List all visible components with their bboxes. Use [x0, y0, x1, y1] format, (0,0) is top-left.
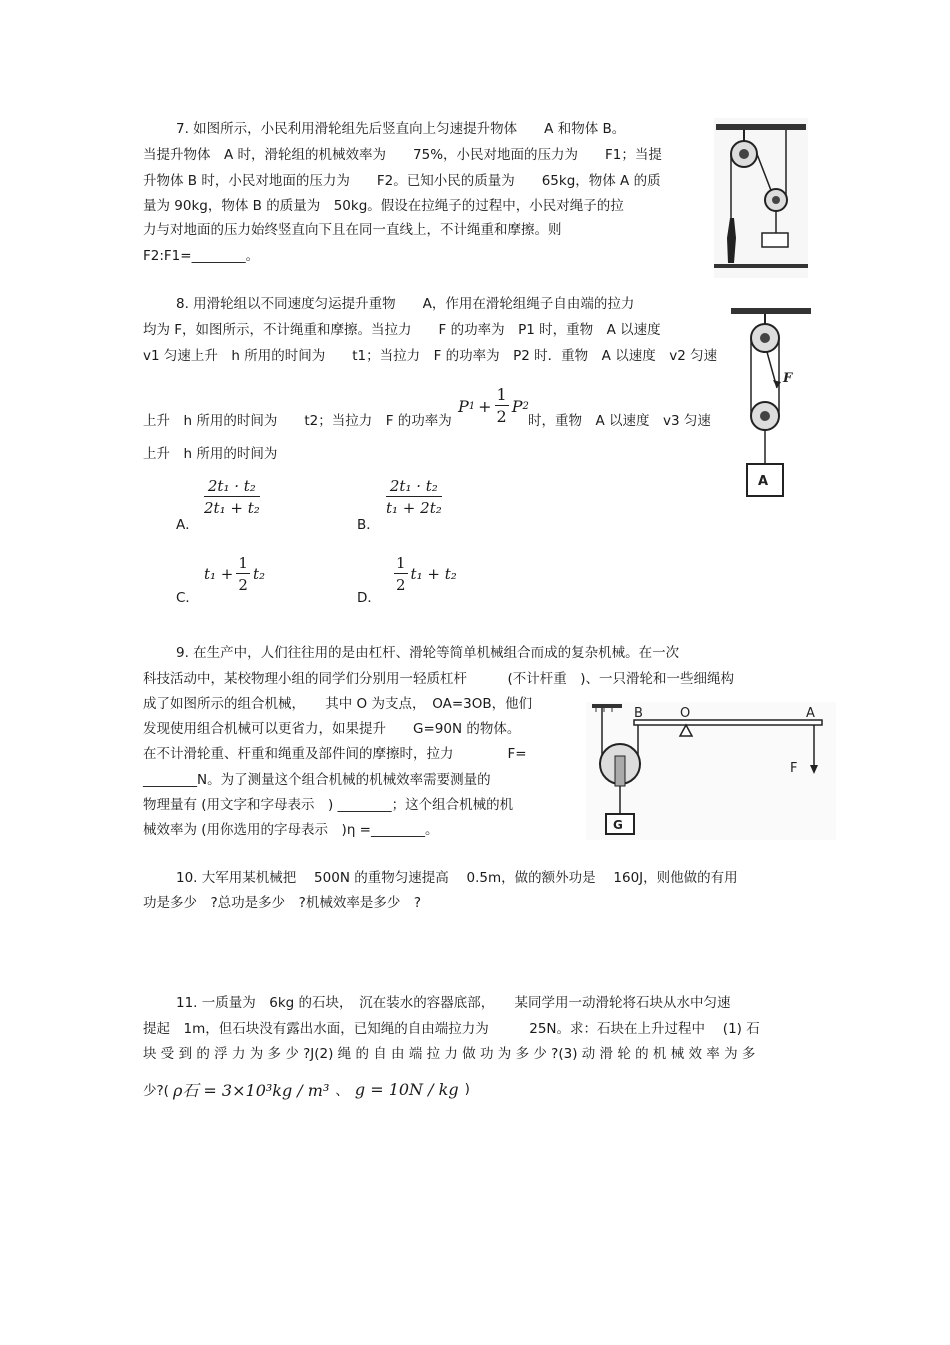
q8-pulley-figure — [729, 304, 813, 504]
option-d-num: 1 — [396, 553, 406, 572]
option-c-post: t₂ — [252, 565, 265, 583]
option-c-num: 1 — [238, 553, 248, 572]
q7-line-2: 当提升物体 A 时，滑轮组的机械效率为 75%，小民对地面的压力为 F1；当提 — [143, 147, 662, 163]
fig9-label-f: F — [790, 761, 798, 776]
q8-line-5: 上升 h 所用的时间为 — [143, 446, 278, 462]
q10-line-1: 10. 大军用某机械把 500N 的重物匀速提高 0.5m，做的额外功是 160J，则他做的有用 — [176, 870, 738, 886]
fig9-label-g: G — [613, 818, 623, 832]
power-half-den: 2 — [496, 406, 507, 426]
power-term-a-sub: 1 — [468, 400, 476, 412]
fig8-label-a: A — [758, 474, 769, 489]
power-term-b-sub: 2 — [522, 400, 529, 412]
q8-power-expression — [458, 382, 529, 430]
q9-line-4: 发现使用组合机械可以更省力，如果提升 G=90N 的物体。 — [143, 721, 521, 737]
q8-option-d-expr — [394, 550, 457, 598]
q11-line-4 — [143, 1073, 470, 1105]
option-b-den: t₁ + 2t₂ — [386, 499, 442, 517]
q8-option-c-expr — [204, 550, 265, 598]
fig9-label-b: B — [634, 706, 643, 721]
q8-option-c-label: C． — [176, 590, 199, 606]
option-d-den: 2 — [396, 575, 406, 594]
q8-option-a-fraction — [204, 476, 260, 519]
q11-line-2: 提起 1m，但石块没有露出水面，已知绳的自由端拉力为 25N。求：石块在上升过程中 (1) 石 — [143, 1021, 760, 1037]
q8-option-b-label: B． — [357, 517, 380, 533]
option-a-den: 2t₁ + t₂ — [204, 499, 260, 517]
power-half-fraction — [495, 385, 509, 428]
q11-last-pre: 少?( — [143, 1083, 169, 1099]
option-a-num: 2t₁ · t₂ — [204, 476, 260, 497]
power-term-b: P — [511, 396, 523, 416]
fig9-label-a: A — [806, 706, 815, 721]
q11-rho-expression: ρ石 = 3×10³kg / m³ — [172, 1080, 330, 1100]
option-c-den: 2 — [238, 575, 248, 594]
q11-separator: 、 — [335, 1083, 349, 1099]
q8-line-4-post: 时，重物 A 以速度 v3 匀速 — [528, 413, 711, 429]
q9-line-5: 在不计滑轮重、杆重和绳重及部件间的摩擦时，拉力 F= — [143, 746, 527, 762]
q9-line-3: 成了如图所示的组合机械， 其中 O 为支点， OA=3OB，他们 — [143, 696, 533, 712]
q9-line-8: 械效率为 (用你选用的字母表示 )η =________。 — [143, 822, 439, 838]
q11-line-3: 块 受 到 的 浮 力 为 多 少 ?J(2) 绳 的 自 由 端 拉 力 做 功 为 多 少 ?(3) 动 滑 轮 的 机 械 效 率 为 多 — [143, 1046, 756, 1062]
q7-line-5: 力与对地面的压力始终竖直向下且在同一直线上，不计绳重和摩擦。则 — [143, 222, 562, 238]
q9-line-7: 物理量有 (用文字和字母表示 ) ________；这个组合机械的机 — [143, 797, 514, 813]
option-d-post: t₁ + t₂ — [410, 565, 457, 583]
q8-option-d-label: D． — [357, 590, 381, 606]
q10-line-2: 功是多少 ?总功是多少 ?机械效率是多少 ? — [143, 895, 421, 911]
q11-g-expression: g = 10N / kg — [354, 1079, 459, 1099]
q9-line-2: 科技活动中，某校物理小组的同学们分别用一轻质杠杆 (不计杆重 )、一只滑轮和一些细绳构 — [143, 671, 735, 687]
q9-lever-figure — [586, 702, 836, 840]
q8-option-b-fraction — [386, 476, 442, 519]
option-c-pre: t₁ + — [204, 565, 234, 583]
power-plus: + — [478, 396, 492, 416]
power-term-a: P — [458, 396, 469, 416]
q8-line-2: 均为 F，如图所示，不计绳重和摩擦。当拉力 F 的功率为 P1 时，重物 A 以速度 — [143, 322, 661, 338]
q11-line-1: 11. 一质量为 6kg 的石块， 沉在装水的容器底部， 某同学用一动滑轮将石块从水中匀速 — [176, 995, 731, 1011]
q8-line-4-pre: 上升 h 所用的时间为 t2；当拉力 F 的功率为 — [143, 413, 452, 429]
q7-line-4: 量为 90kg，物体 B 的质量为 50kg。假设在拉绳子的过程中，小民对绳子的拉 — [143, 198, 624, 214]
q8-option-a-label: A． — [176, 517, 199, 533]
q9-line-6: ________N。为了测量这个组合机械的机械效率需要测量的 — [143, 772, 491, 788]
fig9-label-o: O — [680, 706, 691, 721]
option-b-num: 2t₁ · t₂ — [386, 476, 442, 497]
q7-line-6: F2:F1=________。 — [143, 248, 260, 264]
q8-line-3: v1 匀速上升 h 所用的时间为 t1；当拉力 F 的功率为 P2 时．重物 A 以速度 v2 匀速 — [143, 348, 718, 364]
q7-pulley-figure — [714, 118, 808, 278]
q8-line-1: 8. 用滑轮组以不同速度匀运提升重物 A，作用在滑轮组绳子自由端的拉力 — [176, 296, 635, 312]
power-half-num: 1 — [496, 384, 507, 404]
q11-last-post: ) — [464, 1081, 470, 1097]
q7-line-1: 7. 如图所示，小民利用滑轮组先后竖直向上匀速提升物体 A 和物体 B。 — [176, 121, 626, 137]
q7-line-3: 升物体 B 时，小民对地面的压力为 F2。已知小民的质量为 65kg，物体 A 的质 — [143, 173, 661, 189]
q9-line-1: 9. 在生产中，人们往往用的是由杠杆、滑轮等简单机械组合而成的复杂机械。在一次 — [176, 645, 680, 661]
fig8-label-f: F — [783, 371, 793, 386]
